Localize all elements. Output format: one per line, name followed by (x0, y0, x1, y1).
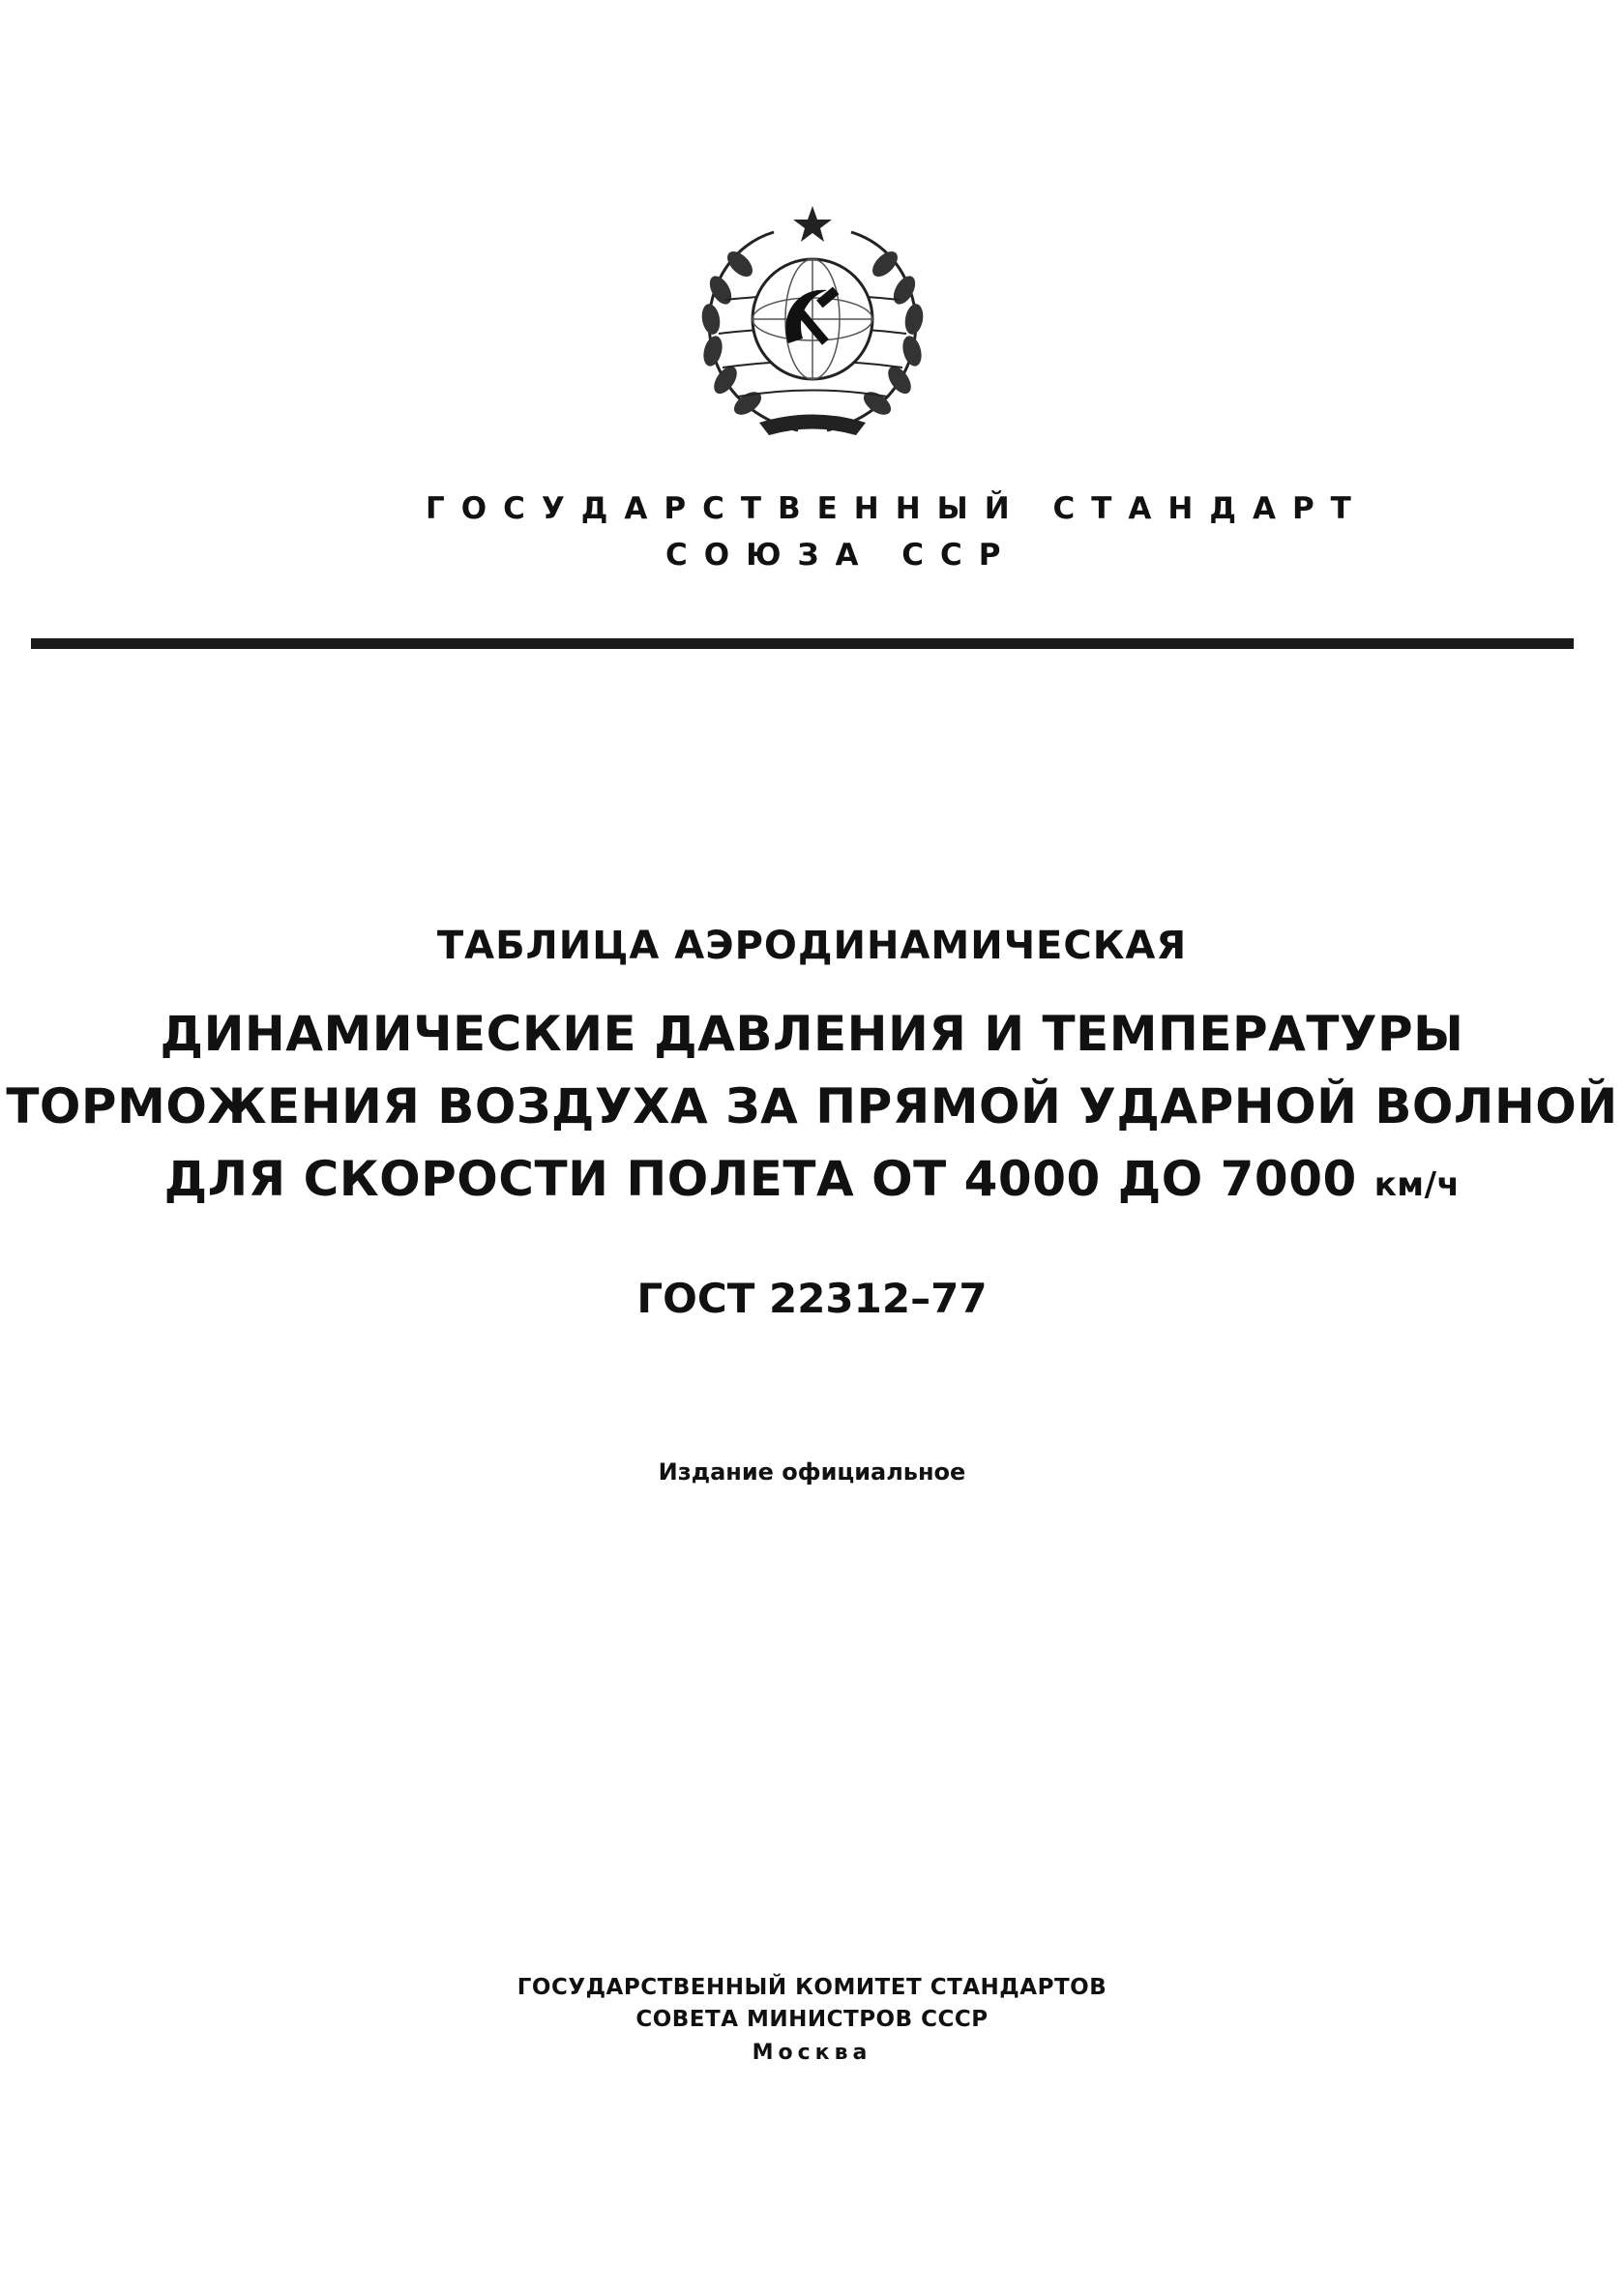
speed-unit: км/ч (1373, 1165, 1461, 1204)
publisher-line-1: ГОСУДАРСТВЕННЫЙ КОМИТЕТ СТАНДАРТОВ (517, 1975, 1107, 2000)
ussr-coat-of-arms-icon (682, 198, 943, 455)
state-standard-heading: ГОСУДАРСТВЕННЫЙ СТАНДАРТ (426, 491, 1368, 526)
union-heading: СОЮЗА ССР (665, 538, 1018, 573)
document-type-label: ТАБЛИЦА АЭРОДИНАМИЧЕСКАЯ (436, 924, 1188, 968)
title-line-3-text: ДЛЯ СКОРОСТИ ПОЛЕТА ОТ 4000 ДО 7000 (163, 1151, 1357, 1207)
title-line-2: ТОРМОЖЕНИЯ ВОЗДУХА ЗА ПРЯМОЙ УДАРНОЙ ВОЛНОЙ (6, 1078, 1618, 1134)
publisher-city: Москва (752, 2041, 872, 2065)
horizontal-rule (31, 638, 1574, 649)
gost-designation: ГОСТ 22312–77 (636, 1275, 988, 1322)
edition-note: Издание официальное (658, 1458, 966, 1486)
title-line-1: ДИНАМИЧЕСКИЕ ДАВЛЕНИЯ И ТЕМПЕРАТУРЫ (160, 1006, 1464, 1062)
title-line-3 (0, 1151, 1624, 1207)
publisher-line-2: СОВЕТА МИНИСТРОВ СССР (635, 2007, 989, 2032)
